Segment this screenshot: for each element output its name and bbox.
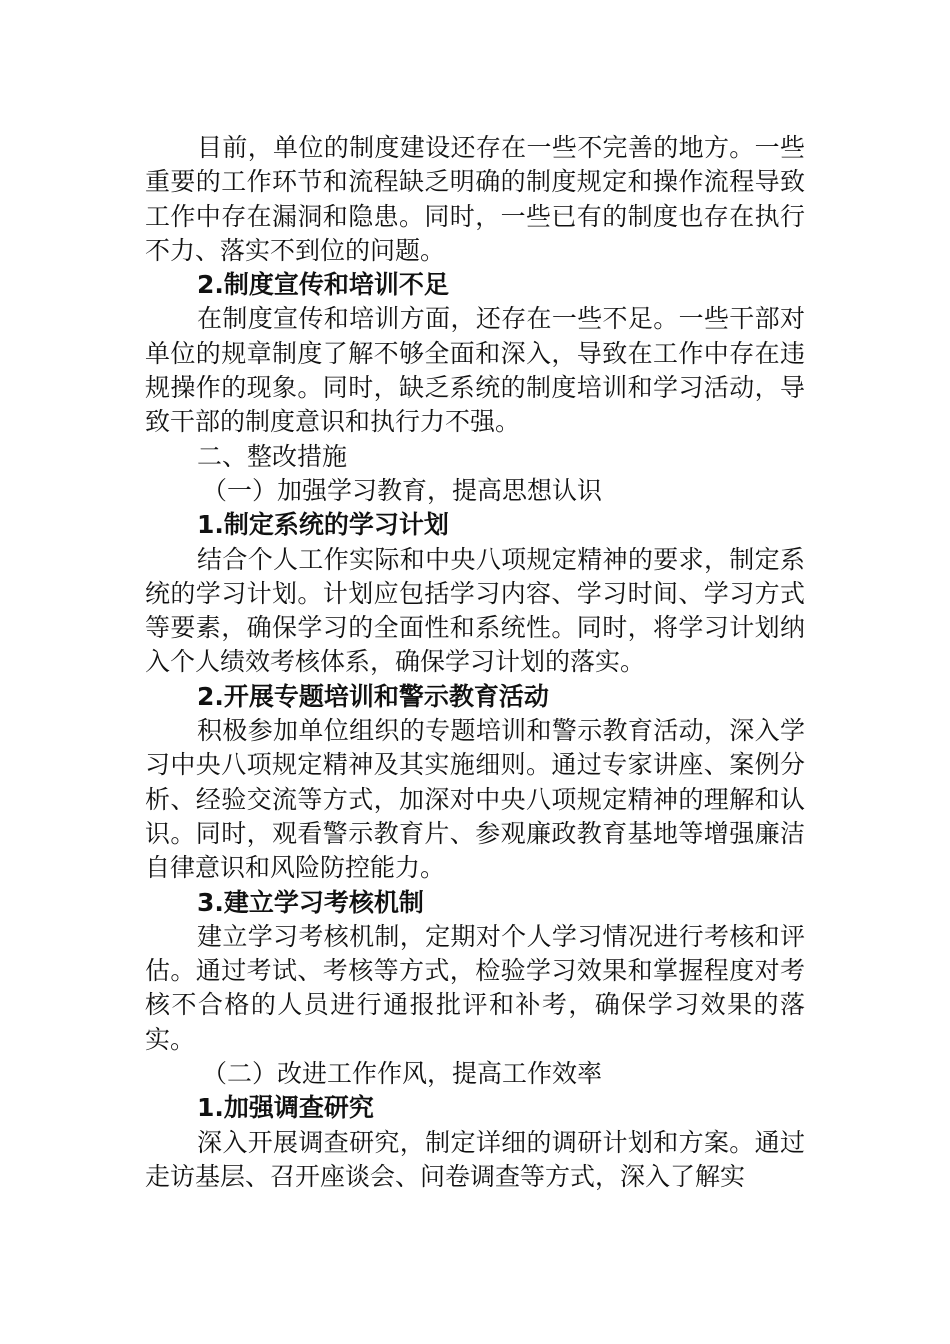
subheading: 1.制定系统的学习计划 [197, 510, 449, 540]
section-heading: 二、整改措施 [197, 441, 348, 471]
body-paragraph: 目前，单位的制度建设还存在一些不完善的地方。一些重要的工作环节和流程缺乏明确的制度规定和操作流程导致工作中存在漏洞和隐患。同时，一些已有的制度也存在执行不力、落实不到位的问题。 [145, 133, 805, 265]
body-paragraph: 在制度宣传和培训方面，还存在一些不足。一些干部对单位的规章制度了解不够全面和深入，导致在工作中存在违规操作的现象。同时，缺乏系统的制度培训和学习活动，导致干部的制度意识和执行力不强。 [145, 304, 805, 437]
body-paragraph: 深入开展调查研究，制定详细的调研计划和方案。通过走访基层、召开座谈会、问卷调查等方式，深入了解实 [145, 1127, 805, 1191]
subheading: 1.加强调查研究 [197, 1093, 374, 1123]
body-paragraph: 积极参加单位组织的专题培训和警示教育活动，深入学习中央八项规定精神及其实施细则。通过专家讲座、案例分析、经验交流等方式，加深对中央八项规定精神的理解和认识。同时，观看警示教育片、参观廉政教育基地等增强廉洁自律意识和风险防控能力。 [145, 716, 805, 883]
body-paragraph: 结合个人工作实际和中央八项规定精神的要求，制定系统的学习计划。计划应包括学习内容、学习时间、学习方式等要素，确保学习的全面性和系统性。同时，将学习计划纳入个人绩效考核体系，确保学习计划的落实。 [145, 544, 805, 677]
subheading: 2.开展专题培训和警示教育活动 [197, 681, 549, 711]
subsection-heading: （一）加强学习教育，提高思想认识 [202, 475, 603, 505]
subheading: 3.建立学习考核机制 [197, 887, 424, 917]
subheading: 2.制度宣传和培训不足 [197, 270, 449, 300]
document-body [145, 131, 805, 1194]
body-paragraph: 建立学习考核机制，定期对个人学习情况进行考核和评估。通过考试、考核等方式，检验学习效果和掌握程度对考核不合格的人员进行通报批评和补考，确保学习效果的落实。 [145, 921, 805, 1054]
subsection-heading: （二）改进工作作风，提高工作效率 [202, 1059, 603, 1089]
